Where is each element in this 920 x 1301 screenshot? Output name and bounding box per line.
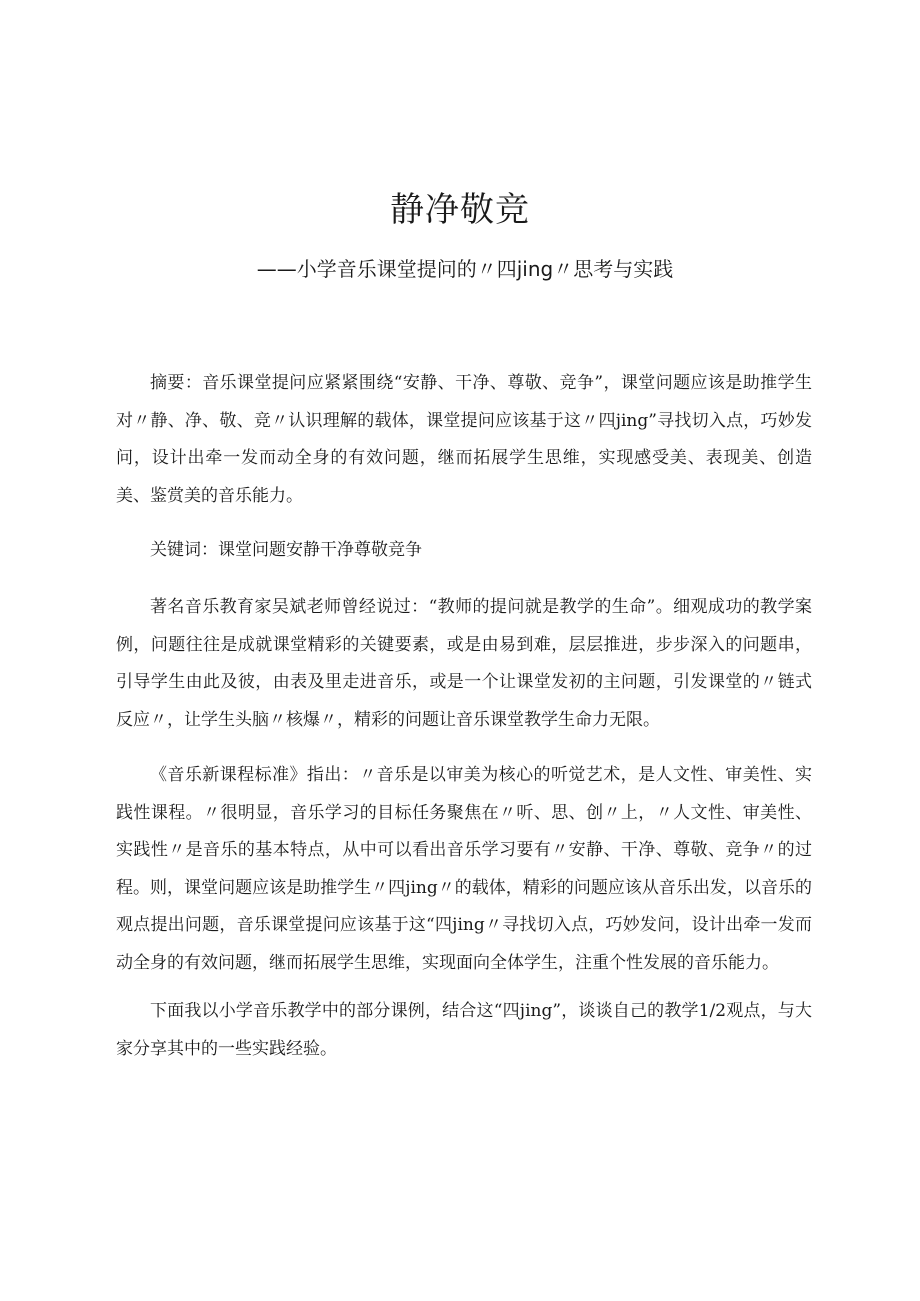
- keywords-paragraph: 关键词：课堂问题安静干净尊敬竞争: [150, 540, 422, 560]
- curriculum-standard-paragraph: 《音乐新课程标准》指出：〃音乐是以审美为核心的听觉艺术，是人文性、审美性、实践性课程。〃很明显，音乐学习的目标任务聚焦在〃听、思、创〃上，〃人文性、审美性、实践性〃是音乐的基本特点，从中可以看出音乐学习要有〃安静、干净、尊敬、竞争〃的过程。则，课堂问题应该是助推学生〃四jing〃的载体，精彩的问题应该从音乐出发，以音乐的观点提出问题，音乐课堂提问应该基于这“四jing〃寻找切入点，巧妙发问，设计出牵一发而动全身的有效问题，继而拓展学生思维，实现面向全体学生，注重个性发展的音乐能力。: [116, 765, 812, 973]
- intro-paragraph: 著名音乐教育家吴斌老师曾经说过：“教师的提问就是教学的生命”。细观成功的教学案例，问题往往是成就课堂精彩的关键要素，或是由易到难，层层推进，步步深入的问题串，引导学生由此及彼，由表及里走进音乐，或是一个让课堂发初的主问题，引发课堂的〃链式反应〃，让学生头脑〃核爆〃，精彩的问题让音乐课堂教学生命力无限。: [116, 597, 812, 730]
- closing-paragraph: 下面我以小学音乐教学中的部分课例，结合这“四jing”，谈谈自己的教学1/2观点，与大家分享其中的一些实践经验。: [116, 1001, 812, 1059]
- document-subtitle: ——小学音乐课堂提问的〃四jing〃思考与实践: [256, 257, 674, 281]
- abstract-paragraph: 摘要：音乐课堂提问应紧紧围绕“安静、干净、尊敬、竞争”，课堂问题应该是助推学生对〃静、净、敬、竞〃认识理解的载体，课堂提问应该基于这〃四jing”寻找切入点，巧妙发问，设计出牵一发而动全身的有效问题，继而拓展学生思维，实现感受美、表现美、创造美、鉴赏美的音乐能力。: [116, 373, 812, 506]
- document-title: 静净敬竞: [390, 189, 530, 230]
